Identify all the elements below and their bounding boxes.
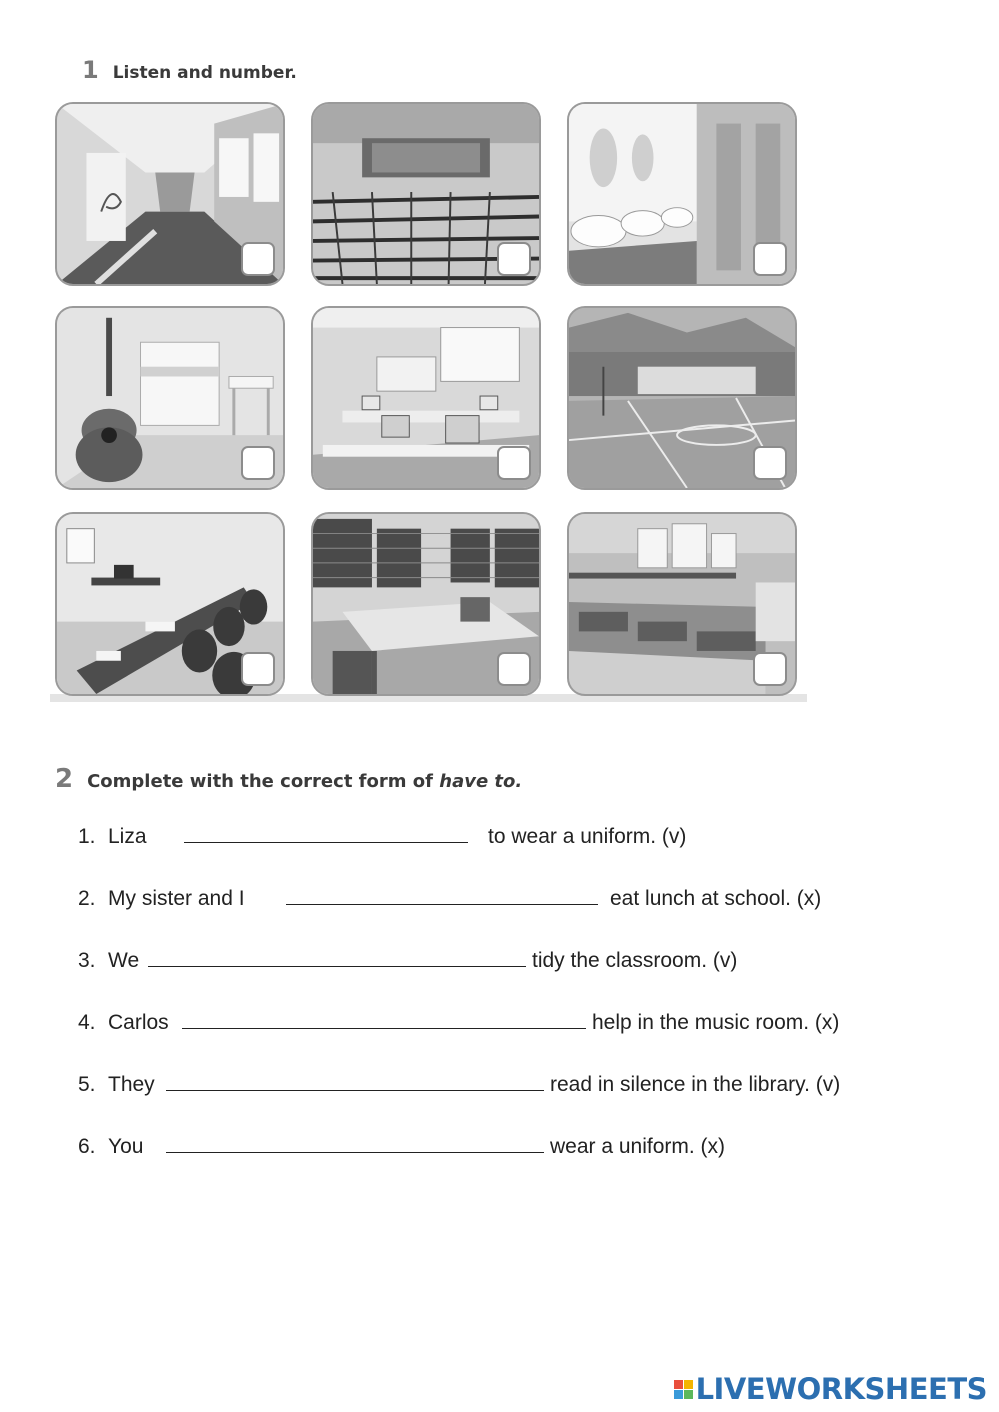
answer-box[interactable] [753, 242, 787, 276]
answer-blank[interactable] [148, 948, 526, 967]
answer-box[interactable] [497, 652, 531, 686]
answer-box[interactable] [497, 446, 531, 480]
exercise-1-heading [82, 56, 297, 84]
answer-blank[interactable] [166, 1134, 544, 1153]
sentence-6 [78, 1134, 725, 1159]
music-room-photo [55, 306, 285, 490]
answer-box[interactable] [241, 652, 275, 686]
school-hall-photo [311, 102, 541, 286]
sentence-number: 5. [78, 1073, 96, 1096]
sentence-4 [78, 1010, 839, 1035]
sentence-ending: wear a uniform. (x) [550, 1135, 726, 1158]
sentence-3 [78, 948, 737, 973]
sentence-ending: eat lunch at school. (x) [610, 887, 822, 910]
sentence-subject: Carlos [108, 1011, 169, 1034]
answer-box[interactable] [497, 242, 531, 276]
sentence-subject: My sister and I [108, 887, 245, 910]
answer-blank[interactable] [166, 1072, 544, 1091]
library-photo [311, 512, 541, 696]
exercise-2-heading [55, 764, 522, 794]
answer-box[interactable] [241, 446, 275, 480]
playground-photo [567, 306, 797, 490]
sentence-5 [78, 1072, 840, 1097]
exercise-number: 2 [55, 764, 74, 794]
sentence-ending: to wear a uniform. (v) [488, 825, 687, 848]
logo-square [684, 1380, 693, 1389]
logo-square [674, 1380, 683, 1389]
answer-box[interactable] [753, 446, 787, 480]
sentence-ending: help in the music room. (x) [592, 1011, 840, 1034]
logo-square [684, 1390, 693, 1399]
exercise-instruction: Listen and number. [112, 63, 297, 83]
answer-blank[interactable] [286, 886, 598, 905]
sentence-ending: read in silence in the library. (v) [550, 1073, 841, 1096]
photo-grid [50, 96, 807, 702]
dining-hall-photo [567, 512, 797, 696]
exercise-number: 1 [82, 56, 99, 84]
toilets-photo [567, 102, 797, 286]
sentence-subject: We [108, 949, 140, 972]
sentence-number: 4. [78, 1011, 96, 1034]
logo-square [674, 1390, 683, 1399]
instruction-emphasis: have to. [439, 771, 523, 792]
sentence-number: 1. [78, 825, 96, 848]
sentence-number: 6. [78, 1135, 96, 1158]
staff-room-photo [55, 512, 285, 696]
sentence-number: 2. [78, 887, 96, 910]
sentence-subject: Liza [108, 825, 147, 848]
answer-box[interactable] [241, 242, 275, 276]
answer-blank[interactable] [184, 824, 468, 843]
logo-grid-icon [674, 1380, 693, 1399]
corridor-photo [55, 102, 285, 286]
liveworksheets-logo[interactable] [674, 1372, 987, 1406]
computer-room-photo [311, 306, 541, 490]
sentence-subject: They [108, 1073, 155, 1096]
answer-box[interactable] [753, 652, 787, 686]
sentence-subject: You [108, 1135, 144, 1158]
instruction-text: Complete with the correct form of [87, 771, 440, 792]
exercise-instruction [87, 771, 522, 792]
sentence-ending: tidy the classroom. (v) [532, 949, 738, 972]
sentence-2 [78, 886, 821, 911]
answer-blank[interactable] [182, 1010, 586, 1029]
sentence-number: 3. [78, 949, 96, 972]
sentence-1 [78, 824, 686, 849]
logo-text: LIVEWORKSHEETS [695, 1372, 987, 1406]
